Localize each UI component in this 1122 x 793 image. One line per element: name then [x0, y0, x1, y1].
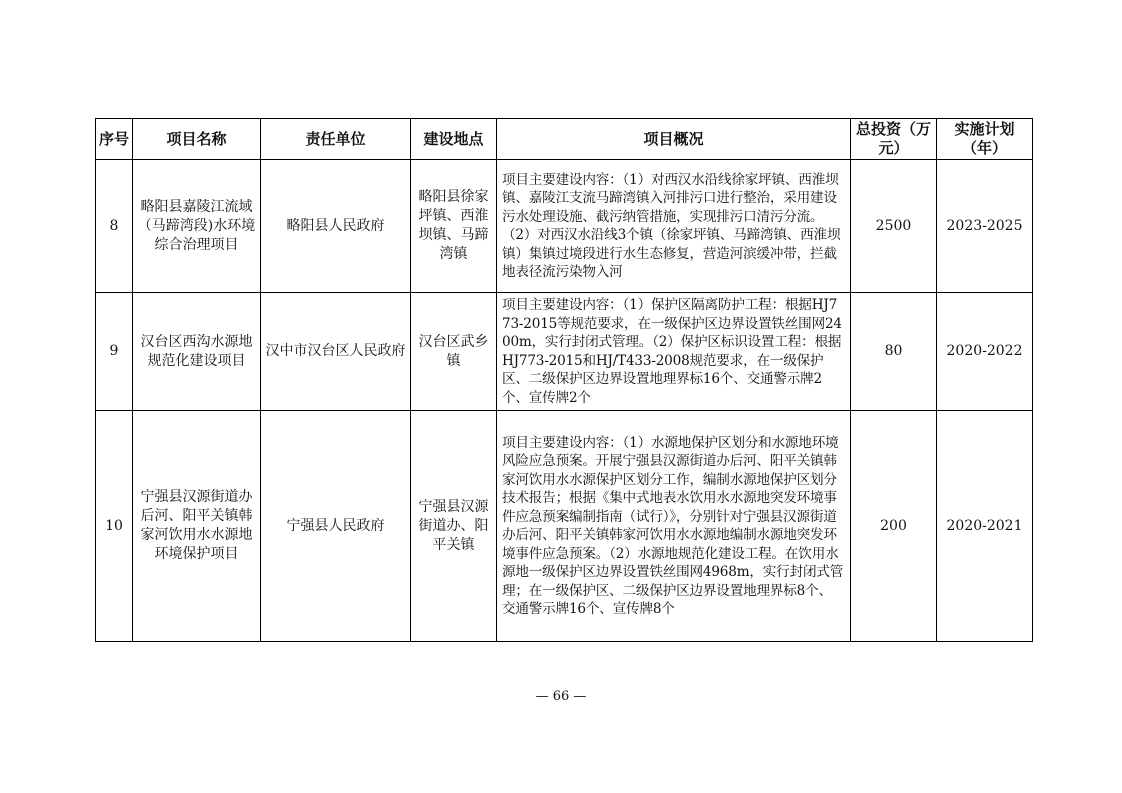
header-plan: 实施计划（年）: [937, 119, 1033, 160]
cell-investment: 2500: [851, 160, 937, 293]
cell-summary: 项目主要建设内容：（1）保护区隔离防护工程：根据HJ773-2015等规范要求，在一级保护区边界设置铁丝围网2400m，实行封闭式管理。（2）保护区标识设置工程：根据HJ773-2015和HJ/T433-2008规范要求，在一级保护区、二级保护区边界设置地理界标16个、交通警示牌2个、宣传牌2个: [497, 293, 851, 411]
header-unit: 责任单位: [261, 119, 411, 160]
page-number: — 66 —: [535, 689, 587, 704]
cell-plan: 2023-2025: [937, 160, 1033, 293]
cell-summary: 项目主要建设内容：（1）水源地保护区划分和水源地环境风险应急预案。开展宁强县汉源街道办后河、阳平关镇韩家河饮用水水源保护区划分工作，编制水源地保护区划分技术报告；根据《集中式地表水饮用水水源地突发环境事件应急预案编制指南（试行）》，分别针对宁强县汉源街道办后河、阳平关镇韩家河饮用水水源地编制水源地突发环境事件应急预案。（2）水源地规范化建设工程。在饮用水源地一级保护区边界设置铁丝围网4968m，实行封闭式管理；在一级保护区、二级保护区边界设置地理界标8个、交通警示牌16个、宣传牌8个: [497, 411, 851, 642]
cell-name: 宁强县汉源街道办后河、阳平关镇韩家河饮用水水源地环境保护项目: [133, 411, 261, 642]
cell-seq: 9: [96, 293, 133, 411]
cell-location: 汉台区武乡镇: [411, 293, 497, 411]
header-summary: 项目概况: [497, 119, 851, 160]
cell-location: 略阳县徐家坪镇、西淮坝镇、马蹄湾镇: [411, 160, 497, 293]
cell-seq: 8: [96, 160, 133, 293]
cell-investment: 200: [851, 411, 937, 642]
cell-plan: 2020-2022: [937, 293, 1033, 411]
cell-unit: 略阳县人民政府: [261, 160, 411, 293]
table-header-row: [96, 119, 1033, 160]
cell-seq: 10: [96, 411, 133, 642]
cell-summary: 项目主要建设内容：（1）对西汉水沿线徐家坪镇、西淮坝镇、嘉陵江支流马蹄湾镇入河排污口进行整治，采用建设污水处理设施、截污纳管措施，实现排污口清污分流。（2）对西汉水沿线3个镇（徐家坪镇、马蹄湾镇、西淮坝镇）集镇过境段进行水生态修复，营造河滨缓冲带，拦截地表径流污染物入河: [497, 160, 851, 293]
cell-name: 汉台区西沟水源地规范化建设项目: [133, 293, 261, 411]
table-row: [96, 293, 1033, 411]
cell-unit: 汉中市汉台区人民政府: [261, 293, 411, 411]
header-name: 项目名称: [133, 119, 261, 160]
table-row: [96, 411, 1033, 642]
header-investment: 总投资（万元）: [851, 119, 937, 160]
cell-unit: 宁强县人民政府: [261, 411, 411, 642]
table-row: [96, 160, 1033, 293]
cell-plan: 2020-2021: [937, 411, 1033, 642]
header-location: 建设地点: [411, 119, 497, 160]
cell-investment: 80: [851, 293, 937, 411]
cell-location: 宁强县汉源街道办、阳平关镇: [411, 411, 497, 642]
cell-name: 略阳县嘉陵江流域（马蹄湾段)水环境综合治理项目: [133, 160, 261, 293]
project-table: [95, 118, 1033, 642]
header-seq: 序号: [96, 119, 133, 160]
